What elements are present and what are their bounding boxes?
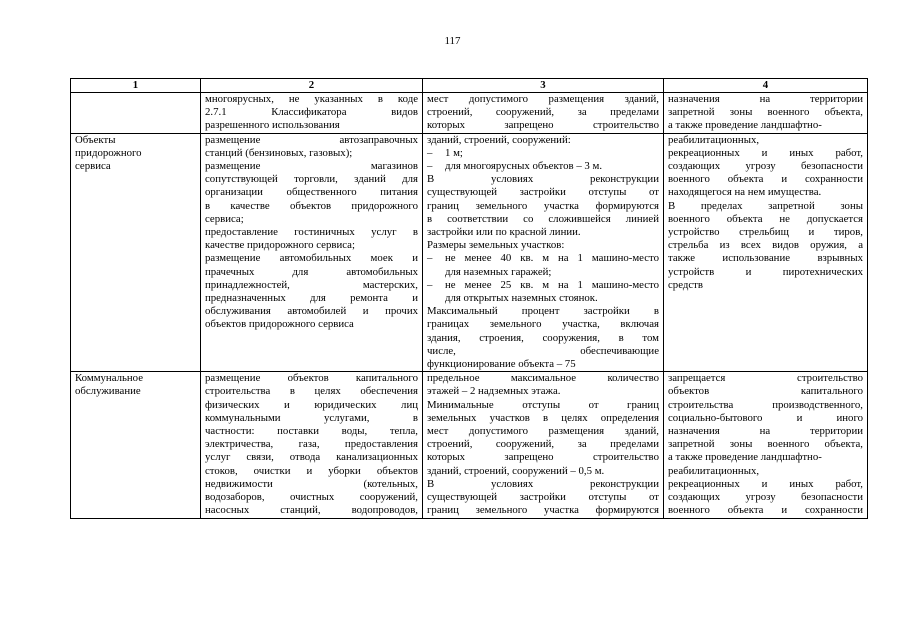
column-header-4: 4 xyxy=(664,79,868,93)
text-line: военного объекта не допускается xyxy=(668,212,863,225)
cell-parameters xyxy=(423,372,664,518)
text-line: находящегося на нем имущества. xyxy=(668,186,822,199)
text-line: для наземных гаражей; xyxy=(445,265,552,278)
text-line: назначения на территории xyxy=(668,93,863,105)
text-line: качестве придорожного сервиса; xyxy=(205,239,355,252)
list-dash: – xyxy=(427,252,433,265)
text-line: водозаборов, очистных сооружений, xyxy=(205,491,418,504)
list-item xyxy=(427,252,659,265)
text-line: обслуживание xyxy=(75,385,141,398)
text-line: военного объекта и сохранности xyxy=(668,504,863,517)
text-line: границах земельного участка, включая xyxy=(427,318,659,331)
column-header-3: 3 xyxy=(423,79,664,93)
text-line: реабилитационных, xyxy=(668,464,760,477)
text-line: размещение автозаправочных xyxy=(205,133,418,146)
cell-use-type xyxy=(71,133,201,372)
text-line: которых запрещено строительство xyxy=(427,119,659,132)
text-line: зданий, строений, сооружений – 0,5 м. xyxy=(427,464,605,477)
text-line: реабилитационных, xyxy=(668,133,760,146)
text-line: земельных участков в целях определения xyxy=(427,411,659,424)
text-line: для открытых наземных стоянок. xyxy=(445,292,598,305)
text-line: а также проведение ландшафтно- xyxy=(668,119,822,132)
text-line: строений, сооружений, за пределами xyxy=(427,438,659,451)
cell-description xyxy=(201,372,423,518)
text-line: мест допустимого размещения зданий, xyxy=(427,93,659,105)
text-line: 2.7.1 Классификатора видов xyxy=(205,106,418,119)
text-line: станций (бензиновых, газовых); xyxy=(205,146,353,159)
cell-description xyxy=(201,93,423,134)
text-line: предназначенных для ремонта и xyxy=(205,292,418,305)
text-line: 1 м; xyxy=(445,146,463,159)
text-line: стрельба из всех видов оружия, а xyxy=(668,239,863,252)
text-line: застройки или по красной линии. xyxy=(427,226,581,239)
column-header-2: 2 xyxy=(201,79,423,93)
page-number: 117 xyxy=(444,35,461,47)
table-row xyxy=(71,372,868,518)
table-row xyxy=(71,133,868,372)
cell-parameters xyxy=(423,133,664,372)
cell-restrictions xyxy=(664,93,868,134)
text-line: в соответствии со сложившейся линией xyxy=(427,212,659,225)
text-line: границ земельного участка формируются xyxy=(427,199,659,212)
text-line: социально-бытового и иного xyxy=(668,411,863,424)
text-line: которых запрещено строительство xyxy=(427,451,659,464)
text-line: организации общественного питания xyxy=(205,186,418,199)
text-line: устройств и пиротехнических xyxy=(668,265,863,278)
text-line: границ земельного участка формируются xyxy=(427,504,659,517)
text-line: частности: поставки воды, тепла, xyxy=(205,425,418,438)
text-line: здания, строения, сооружения, в том xyxy=(427,331,659,344)
text-line: числе, обеспечивающие xyxy=(427,344,659,357)
text-line: также использование взрывных xyxy=(668,252,863,265)
text-line: создающих угрозу безопасности xyxy=(668,160,863,173)
text-line: Коммунальное xyxy=(75,372,143,385)
text-line: Размеры земельных участков: xyxy=(427,239,565,252)
text-line: создающих угрозу безопасности xyxy=(668,491,863,504)
text-line: недвижимости (котельных, xyxy=(205,477,418,490)
text-line: Объекты xyxy=(75,133,116,146)
text-line: мест допустимого размещения зданий, xyxy=(427,425,659,438)
table-row xyxy=(71,93,868,134)
text-line: запретной зоны военного объекта, xyxy=(668,106,863,119)
text-line: существующей застройки отступы от xyxy=(427,491,659,504)
text-line: Минимальные отступы от границ xyxy=(427,398,659,411)
text-line: физических и юридических лиц xyxy=(205,398,418,411)
text-line: коммунальными услугами, в xyxy=(205,411,418,424)
text-line: предоставление гостиничных услуг в xyxy=(205,226,418,239)
text-line: насосных станций, водопроводов, xyxy=(205,504,418,517)
list-dash: – xyxy=(427,160,433,173)
text-line: Максимальный процент застройки в xyxy=(427,305,659,318)
text-line: строительства в целях обеспечения xyxy=(205,385,418,398)
text-line: этажей – 2 надземных этажа. xyxy=(427,385,561,398)
zoning-table xyxy=(70,78,868,519)
cell-restrictions xyxy=(664,133,868,372)
text-line: в качестве объектов придорожного xyxy=(205,199,418,212)
text-line: В условиях реконструкции xyxy=(427,173,659,186)
text-line: запретной зоны военного объекта, xyxy=(668,438,863,451)
text-line: придорожного xyxy=(75,146,142,159)
list-dash: – xyxy=(427,278,433,291)
text-line: объектов придорожного сервиса xyxy=(205,318,354,331)
text-line: зданий, строений, сооружений: xyxy=(427,133,571,146)
text-line: объектов капитального xyxy=(668,385,863,398)
text-line: сервиса xyxy=(75,160,111,173)
list-item xyxy=(427,279,659,292)
text-line: рекреационных и иных работ, xyxy=(668,146,863,159)
text-line: военного объекта и сохранности xyxy=(668,173,863,186)
cell-description xyxy=(201,133,423,372)
text-line: обслуживания автомобилей и прочих xyxy=(205,305,418,318)
text-line: разрешенного использования xyxy=(205,119,340,132)
column-header-1: 1 xyxy=(71,79,201,93)
cell-use-type xyxy=(71,93,201,134)
text-line: сервиса; xyxy=(205,212,244,225)
text-line: для многоярусных объектов – 3 м. xyxy=(445,160,603,173)
text-line: запрещается строительство xyxy=(668,372,863,385)
text-line: строений, сооружений, за пределами xyxy=(427,106,659,119)
text-line: многоярусных, не указанных в коде xyxy=(205,93,418,105)
text-line: назначения на территории xyxy=(668,425,863,438)
text-line: функционирование объекта – 75 xyxy=(427,358,576,371)
cell-use-type xyxy=(71,372,201,518)
text-line: предельное максимальное количество xyxy=(427,372,659,385)
table-header-row xyxy=(71,79,868,93)
list-dash: – xyxy=(427,146,433,159)
text-line: сопутствующей торговли, зданий для xyxy=(205,173,418,186)
text-line: размещение магазинов xyxy=(205,160,418,173)
text-line: В пределах запретной зоны xyxy=(668,199,863,212)
text-line: размещение объектов капитального xyxy=(205,372,418,385)
text-line: существующей застройки отступы от xyxy=(427,186,659,199)
cell-parameters xyxy=(423,93,664,134)
text-line: рекреационных и иных работ, xyxy=(668,477,863,490)
text-line: не менее 25 кв. м на 1 машино-место xyxy=(445,278,659,291)
cell-restrictions xyxy=(664,372,868,518)
text-line: В условиях реконструкции xyxy=(427,477,659,490)
text-line: устройство стрельбищ и тиров, xyxy=(668,226,863,239)
text-line: стоков, очистки и уборки объектов xyxy=(205,464,418,477)
text-line: электричества, газа, предоставления xyxy=(205,438,418,451)
text-line: прачечных для автомобильных xyxy=(205,265,418,278)
text-line: средств xyxy=(668,278,703,291)
text-line: а также проведение ландшафтно- xyxy=(668,451,822,464)
list-item xyxy=(427,160,659,173)
text-line: размещение автомобильных моек и xyxy=(205,252,418,265)
text-line: принадлежностей, мастерских, xyxy=(205,278,418,291)
text-line: не менее 40 кв. м на 1 машино-место xyxy=(445,252,659,265)
list-item xyxy=(427,147,659,160)
text-line: строительства производственного, xyxy=(668,398,863,411)
text-line: услуг связи, отвода канализационных xyxy=(205,451,418,464)
